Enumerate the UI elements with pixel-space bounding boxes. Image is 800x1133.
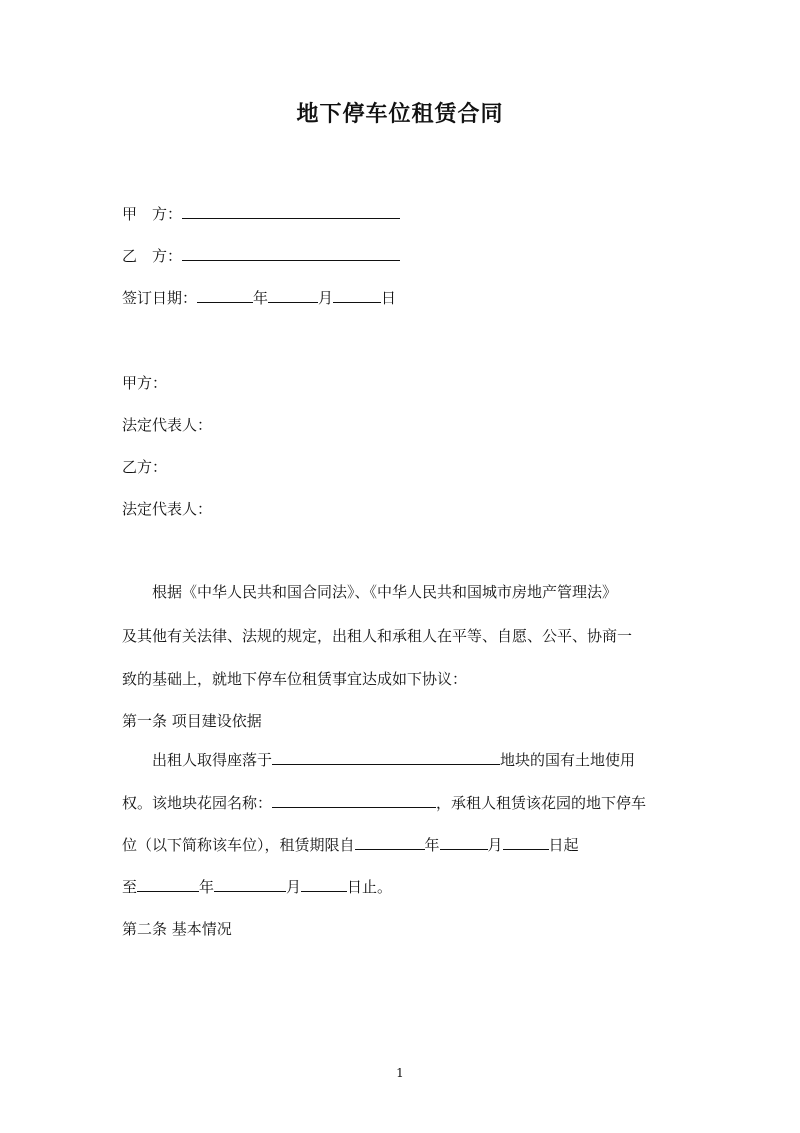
sign-month-label: 月 — [318, 289, 334, 307]
sign-date-line — [122, 288, 396, 308]
party-b-label: 乙 方： — [122, 247, 183, 265]
a1-l1-pre: 出租人取得座落于 — [152, 751, 273, 769]
article-1-line-4 — [122, 877, 392, 897]
party-b-heading: 乙方： — [122, 458, 168, 476]
article-1-title: 第一条 项目建设依据 — [122, 712, 262, 730]
a1-l3-post: 日起 — [548, 836, 579, 854]
a1-l1-post: 地块的国有土地使用 — [500, 751, 636, 769]
sign-year-blank[interactable] — [197, 288, 253, 303]
sign-year-label: 年 — [253, 289, 269, 307]
garden-name-blank[interactable] — [272, 793, 436, 808]
legal-rep-b: 法定代表人： — [122, 500, 213, 518]
end-day-blank[interactable] — [301, 877, 347, 892]
party-a-label: 甲 方： — [122, 205, 183, 223]
party-a-heading: 甲方： — [122, 374, 168, 392]
a1-l2-post: ，承租人租赁该花园的地下停车 — [436, 794, 647, 812]
party-a-blank[interactable] — [182, 204, 400, 219]
sign-month-blank[interactable] — [268, 288, 318, 303]
legal-rep-a: 法定代表人： — [122, 416, 213, 434]
article-1-line-3 — [122, 835, 579, 855]
party-a-line — [122, 204, 400, 224]
sign-date-label: 签订日期： — [122, 289, 198, 307]
party-b-blank[interactable] — [182, 246, 400, 261]
sign-day-label: 日 — [381, 289, 397, 307]
start-day-blank[interactable] — [503, 835, 549, 850]
a1-l3-pre: 位（以下简称该车位），租赁期限自 — [122, 836, 355, 854]
article-1-line-1 — [152, 750, 635, 770]
article-2-title: 第二条 基本情况 — [122, 920, 232, 938]
intro-line-3: 致的基础上，就地下停车位租赁事宜达成如下协议： — [122, 670, 468, 688]
intro-line-2: 及其他有关法律、法规的规定，出租人和承租人在平等、自愿、公平、协商一 — [122, 627, 633, 645]
location-blank[interactable] — [272, 750, 500, 765]
start-month-blank[interactable] — [440, 835, 488, 850]
start-month-label: 月 — [487, 836, 503, 854]
start-year-blank[interactable] — [355, 835, 425, 850]
document-title: 地下停车位租赁合同 — [296, 101, 504, 127]
page-number: 1 — [396, 1066, 404, 1080]
intro-line-1: 根据《中华人民共和国合同法》、《中华人民共和国城市房地产管理法》 — [152, 583, 618, 601]
end-year-blank[interactable] — [137, 877, 199, 892]
sign-day-blank[interactable] — [333, 288, 381, 303]
a1-l4-pre: 至 — [122, 878, 138, 896]
end-month-blank[interactable] — [214, 877, 286, 892]
article-1-line-2 — [122, 793, 646, 813]
a1-l4-post: 日止。 — [347, 878, 393, 896]
end-month-label: 月 — [286, 878, 302, 896]
a1-l2-pre: 权。该地块花园名称： — [122, 794, 273, 812]
end-year-label: 年 — [199, 878, 215, 896]
party-b-line — [122, 246, 400, 266]
start-year-label: 年 — [424, 836, 440, 854]
